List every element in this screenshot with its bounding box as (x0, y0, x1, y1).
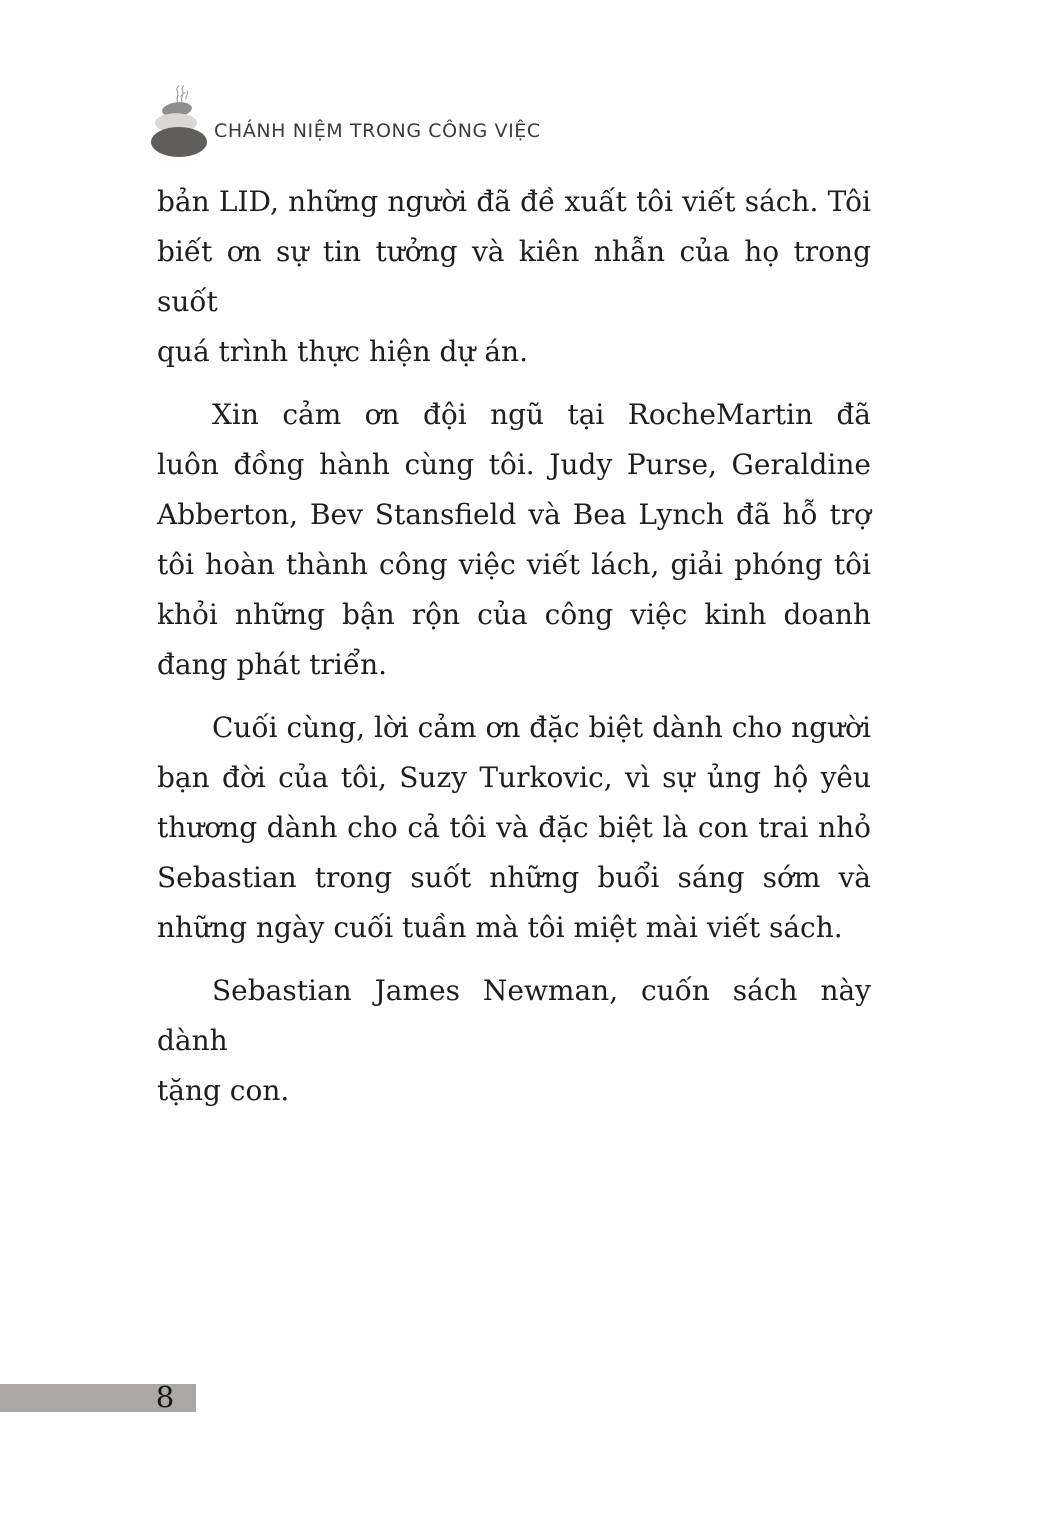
text-line: luôn đồng hành cùng tôi. Judy Purse, Geraldine (157, 448, 871, 481)
text-line: bản LID, những người đã đề xuất tôi viết sách. Tôi (157, 185, 871, 218)
paragraph (157, 177, 871, 377)
running-head-title: CHÁNH NIỆM TRONG CÔNG VIỆC (214, 120, 541, 142)
text-line: quá trình thực hiện dự án. (157, 335, 528, 368)
text-line: Cuối cùng, lời cảm ơn đặc biệt dành cho người (212, 711, 871, 744)
text-line: Sebastian James Newman, cuốn sách này dành (157, 974, 871, 1057)
paragraph (157, 390, 871, 690)
text-line: tôi hoàn thành công việc viết lách, giải phóng tôi (157, 548, 871, 581)
paragraph (157, 966, 871, 1116)
text-line: đang phát triển. (157, 648, 388, 681)
text-line: biết ơn sự tin tưởng và kiên nhẫn của họ trong suốt (157, 235, 871, 318)
text-line: khỏi những bận rộn của công việc kinh doanh (157, 598, 871, 631)
text-line: thương dành cho cả tôi và đặc biệt là con trai nhỏ (157, 811, 871, 844)
text-line: tặng con. (157, 1074, 290, 1107)
text-line: Abberton, Bev Stansfield và Bea Lynch đã hỗ trợ (157, 498, 871, 531)
text-line: Xin cảm ơn đội ngũ tại RocheMartin đã (212, 398, 871, 431)
text-line: những ngày cuối tuần mà tôi miệt mài viết sách. (157, 911, 843, 944)
page-number: 8 (155, 1380, 175, 1414)
text-line: bạn đời của tôi, Suzy Turkovic, vì sự ủng hộ yêu (157, 761, 871, 794)
body-text (157, 177, 871, 1116)
paragraph (157, 703, 871, 953)
zen-stones-icon (150, 82, 208, 158)
text-line: Sebastian trong suốt những buổi sáng sớm và (157, 861, 871, 894)
